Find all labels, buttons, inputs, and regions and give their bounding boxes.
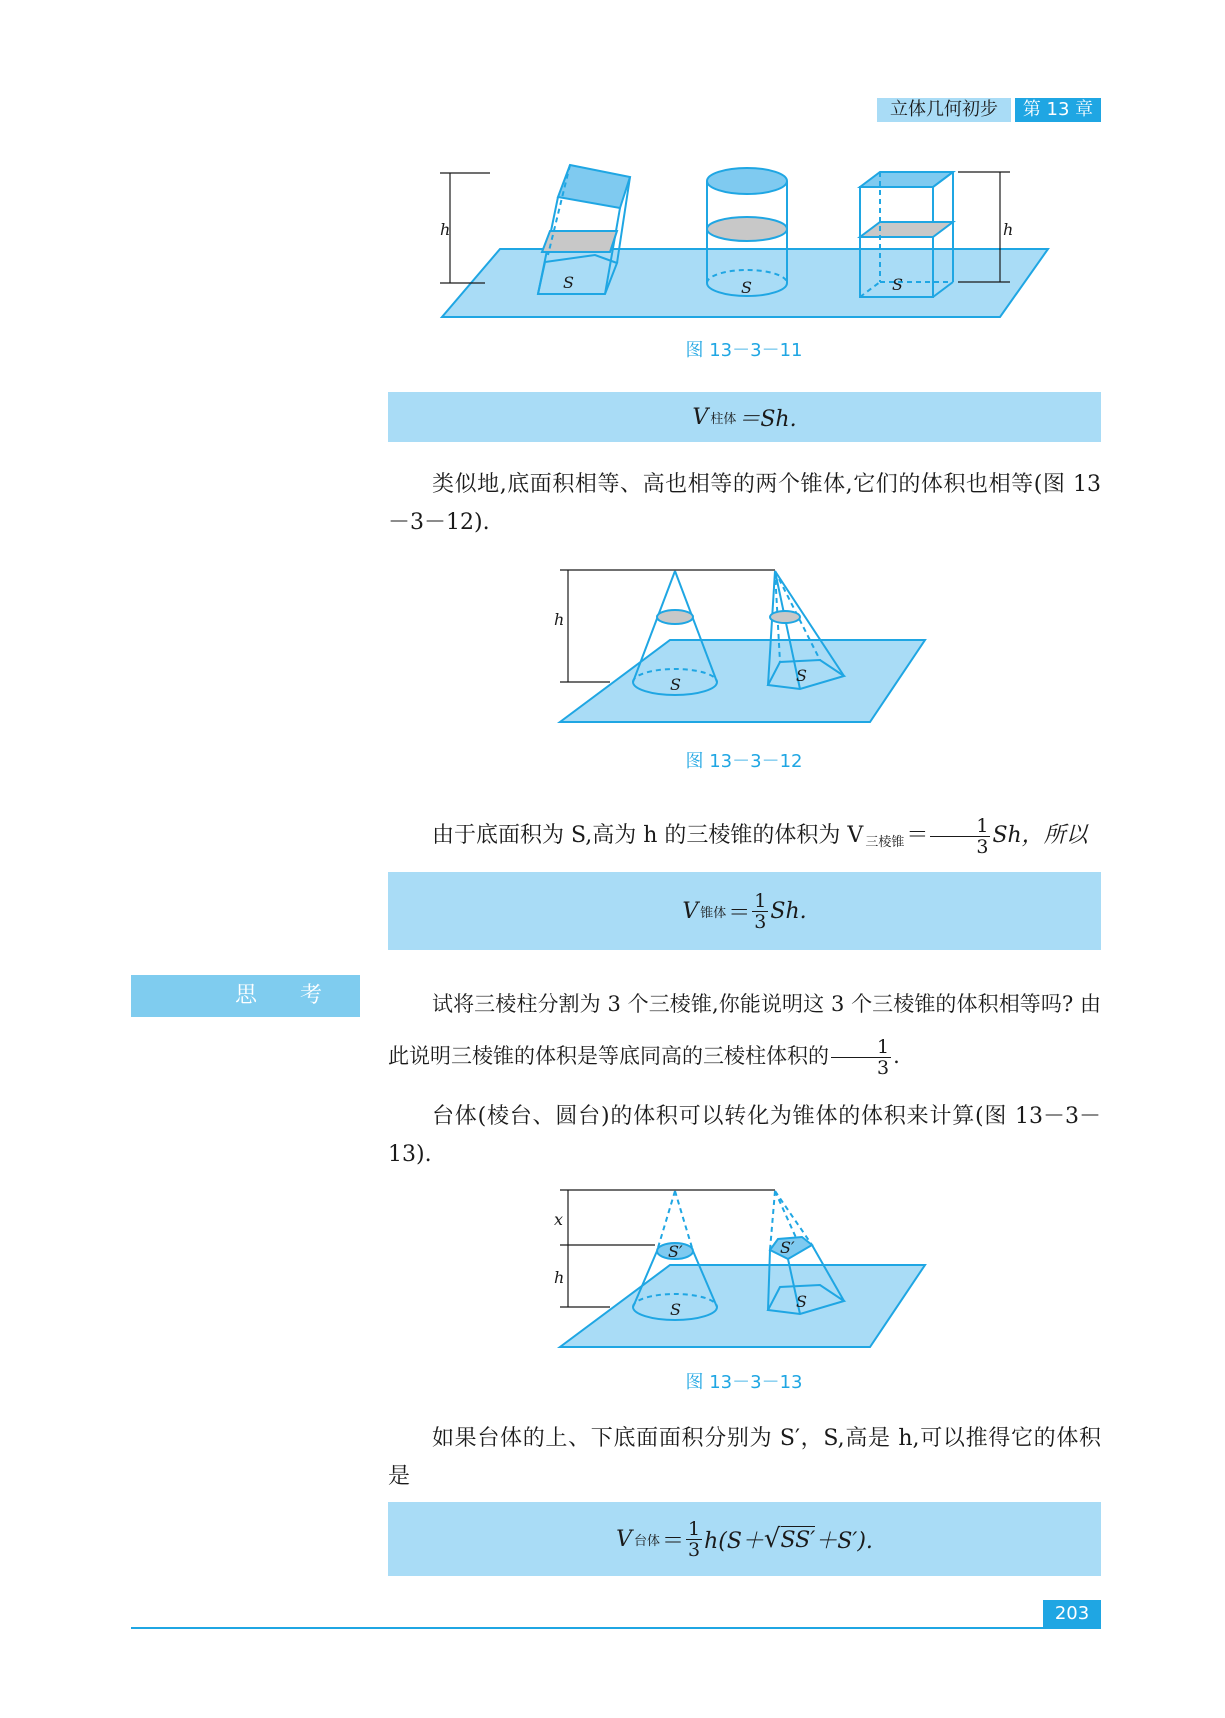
fig12-h-label: h [554, 610, 565, 629]
formula1-rest: ＝Sh. [738, 406, 797, 432]
formula3-sqrt: √ [763, 1524, 781, 1554]
fig13-sprime-label-cone: S′ [668, 1242, 683, 1261]
fig11-s-label-cube: S [892, 275, 903, 294]
page-number: 203 [1043, 1600, 1101, 1627]
fig11-s-label-prism: S [563, 273, 574, 292]
think-num: 1 [831, 1037, 891, 1058]
formula2-num: 1 [754, 889, 767, 912]
paragraph-cones-equal: 类似地,底面积相等、高也相等的两个锥体,它们的体积也相等(图 13－3－12). [388, 472, 1101, 535]
formula3-end: ＋S′). [815, 1528, 873, 1554]
formula3-v: V [616, 1526, 632, 1552]
formula3-radicand: SS′ [780, 1527, 816, 1553]
paragraph-pyramid-volume [388, 812, 1101, 867]
formula3-num: 1 [688, 1517, 701, 1540]
fig13-s-label-pyramid: S [796, 1292, 807, 1311]
think-den: 3 [877, 1057, 890, 1079]
formula1-v: V [692, 404, 709, 430]
formula2-rest: Sh. [770, 898, 807, 924]
formula2-v: V [682, 898, 699, 924]
formula3-den: 3 [688, 1538, 701, 1561]
fig13-x-label: x [554, 1210, 564, 1229]
header-chapter-badge: 第 13 章 [1015, 98, 1101, 122]
formula1-sub: 柱体 [710, 411, 737, 427]
think-label: 思 考 [131, 975, 360, 1017]
para2-num: 1 [930, 816, 990, 837]
formula-cone-volume [388, 872, 1101, 950]
formula2-eq: ＝ [728, 900, 751, 926]
para2-den: 3 [976, 835, 989, 858]
figure-13-3-12 [554, 565, 940, 730]
think-end: . [893, 1044, 900, 1068]
fig11-s-label-cylinder: S [741, 278, 752, 297]
formula2-fraction [752, 891, 768, 932]
formula3-sub: 台体 [633, 1533, 660, 1549]
header-section-title: 立体几何初步 [877, 98, 1011, 122]
fig13-s-label-cone: S [670, 1300, 681, 1319]
figure-13-3-11 [430, 155, 1060, 325]
figure-caption-11: 图 13－3－11 [685, 340, 803, 361]
para2-eq: ＝ [906, 823, 929, 848]
fig11-h-label-left: h [440, 220, 451, 239]
para2-before: 由于底面积为 S,高为 h 的三棱锥的体积为 V [432, 823, 864, 848]
fig13-sprime-label-pyramid: S′ [780, 1238, 795, 1257]
think-line1: 试将三棱柱分割为 3 个三棱锥,你能说明这 3 个三棱锥的体积相 [432, 992, 1020, 1016]
figure-caption-13: 图 13－3－13 [685, 1372, 803, 1393]
fig12-s-label-cone: S [670, 675, 681, 694]
formula-frustum-volume [388, 1502, 1101, 1576]
think-line2: 等吗? 由此说明三棱锥的体积是等底同高的三棱柱体积的 [388, 992, 1101, 1068]
formula3-eq: ＝ [661, 1528, 684, 1554]
figure-caption-12: 图 13－3－12 [685, 751, 803, 772]
figure-13-3-13 [554, 1185, 940, 1350]
fig11-h-label-right: h [1003, 220, 1014, 239]
fig12-s-label-pyramid: S [796, 666, 807, 685]
footer-rule [131, 1627, 1101, 1629]
paragraph-frustum-convert: 台体(棱台、圆台)的体积可以转化为锥体的体积来计算(图 13－3－13). [388, 1104, 1101, 1167]
paragraph-frustum-volume: 如果台体的上、下底面面积分别为 S′，S,高是 h,可以推得它的体积是 [388, 1426, 1101, 1489]
para2-after: Sh，所以 [992, 823, 1088, 848]
para2-sub: 三棱锥 [865, 835, 905, 850]
think-fraction [831, 1037, 891, 1078]
formula-prism-volume [388, 392, 1101, 442]
formula2-sub: 锥体 [700, 905, 727, 921]
formula3-fraction [686, 1519, 702, 1560]
formula2-den: 3 [754, 910, 767, 933]
formula3-mid: h(S＋ [704, 1528, 764, 1554]
think-paragraph [388, 978, 1101, 1082]
para2-fraction [930, 816, 990, 857]
fig13-h-label: h [554, 1268, 565, 1287]
